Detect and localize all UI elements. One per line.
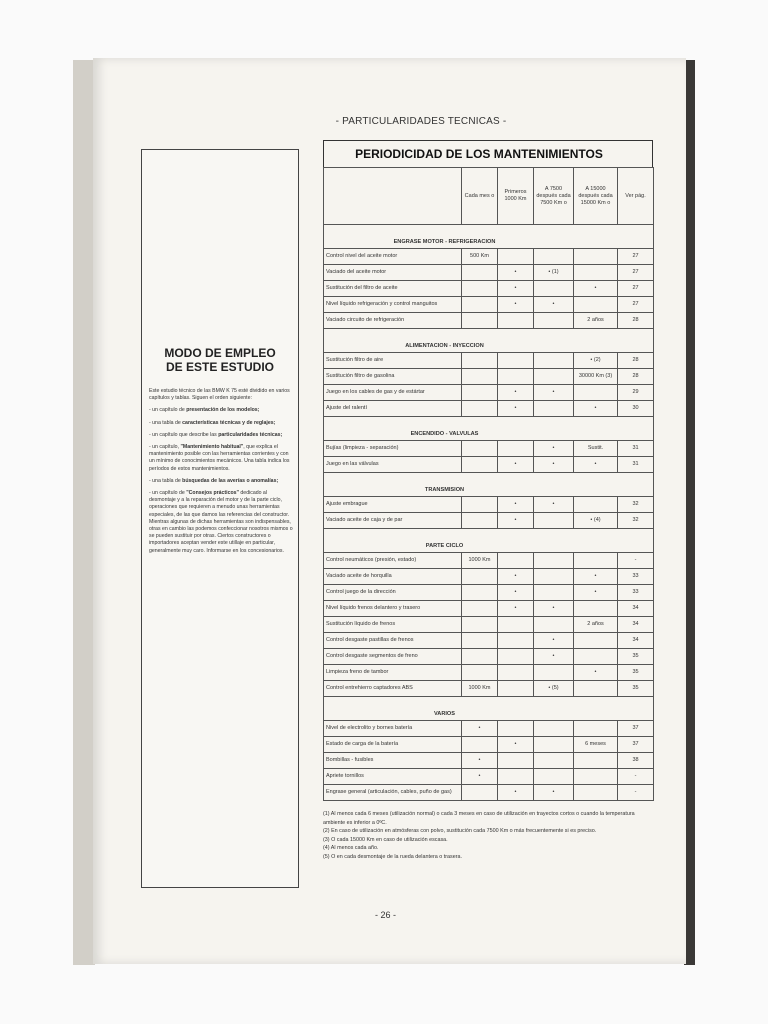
interval-cell [462,369,498,385]
footnote: (1) Al menos cada 6 meses (utilización normal) o cada 3 meses en caso de utilización en trayectos cortos o cuando la temperatura ambiente es inferior a 0ºC. [323,811,635,826]
footnote: (2) En caso de utilización en atmósferas con polvo, sustitución cada 7500 Km o más frecuentemente si es preciso. [323,828,597,834]
section-header-row [324,341,654,353]
interval-cell: • [498,785,534,801]
interval-cell [462,601,498,617]
interval-cell [534,281,574,297]
table-row [324,441,654,457]
interval-cell: 31 [618,457,654,473]
interval-cell [462,665,498,681]
interval-cell: • [498,497,534,513]
interval-cell [534,353,574,369]
interval-cell: • (5) [534,681,574,697]
header-col-4: A 15000 después cada 15000 Km o [574,168,618,225]
section-name: TRANSMISION [324,485,654,497]
table-row [324,665,654,681]
intro-paragraph-bold: búsquedas de las averías o anomalías; [182,477,279,484]
table-row [324,369,654,385]
intro-paragraph [149,444,293,473]
interval-cell: • [534,457,574,473]
section-header-row [324,237,654,249]
interval-cell [534,553,574,569]
table-row [324,385,654,401]
task-cell: Ajuste embrague [324,497,462,513]
interval-cell [534,513,574,529]
footnote: (4) Al menos cada año. [323,845,379,851]
table-row [324,617,654,633]
interval-cell: 30000 Km (3) [574,369,618,385]
table-row [324,681,654,697]
table-row [324,649,654,665]
interval-cell: 2 años [574,617,618,633]
interval-cell [462,457,498,473]
interval-cell: 38 [618,753,654,769]
interval-cell: • [462,721,498,737]
interval-cell [462,633,498,649]
section-name: PARTE CICLO [324,541,654,553]
intro-paragraph-bold: "Mantenimiento habitual" [180,444,244,451]
section-gap-cell [324,329,654,342]
interval-cell: 27 [618,281,654,297]
interval-cell [462,441,498,457]
table-row [324,601,654,617]
table-row [324,585,654,601]
interval-cell [498,633,534,649]
interval-cell: 500 Km [462,249,498,265]
intro-paragraph-after: , que explica el mantenimiento posible con las herramientas corrientes y con un mínimo de conocimientos mecánicos. Una tabla indica los períodos de estos mantenimientos. [149,444,290,472]
task-cell: Bombillas - fusibles [324,753,462,769]
section-header-row [324,429,654,441]
intro-paragraph-text: - un capítulo de [149,490,187,497]
interval-cell [574,633,618,649]
interval-cell: 2 años [574,313,618,329]
interval-cell: - [618,769,654,785]
interval-cell: • [462,769,498,785]
table-row [324,513,654,529]
interval-cell: 33 [618,569,654,585]
section-header-row [324,541,654,553]
interval-cell [574,497,618,513]
interval-cell [462,513,498,529]
footnotes [323,810,653,861]
section-name: ENGRASE MOTOR - REFRIGERACION [324,237,654,249]
section-gap-cell [324,473,654,486]
intro-paragraph [149,432,293,439]
intro-paragraph [149,490,293,555]
table-row [324,313,654,329]
task-cell: Vaciado aceite de horquilla [324,569,462,585]
interval-cell: 27 [618,265,654,281]
header-col-3: A 7500 después cada 7500 Km o [534,168,574,225]
interval-cell: • [534,601,574,617]
interval-cell [574,297,618,313]
interval-cell: • [534,649,574,665]
interval-cell [534,721,574,737]
section-gap [324,529,654,542]
interval-cell [462,785,498,801]
intro-paragraph [149,420,293,427]
intro-paragraph-text: Este estudio técnico de las BMW K 75 esté dividido en varios capítulos y tablas. Siguen el orden siguiente: [149,388,290,402]
interval-cell: • [534,785,574,801]
header-task [324,168,462,225]
table-row [324,753,654,769]
interval-cell [574,553,618,569]
interval-cell [462,401,498,417]
intro-paragraph [149,388,293,402]
interval-cell: 1000 Km [462,681,498,697]
interval-cell [574,785,618,801]
task-cell: Nivel de electrolito y bornes batería [324,721,462,737]
table-row [324,249,654,265]
interval-cell [534,585,574,601]
task-cell: Control desgaste segmentos de freno [324,649,462,665]
interval-cell: 37 [618,737,654,753]
footnote: (3) O cada 15000 Km en caso de utilización escasa. [323,836,448,843]
section-gap [324,225,654,238]
intro-title-line-1: MODO DE EMPLEO [164,346,276,360]
interval-cell [498,649,534,665]
interval-cell: • [498,569,534,585]
interval-cell [462,737,498,753]
interval-cell [574,721,618,737]
interval-cell [574,753,618,769]
interval-cell: 28 [618,353,654,369]
interval-cell [574,265,618,281]
table-header-row [324,168,654,225]
interval-cell [462,585,498,601]
intro-paragraph [149,478,293,485]
interval-cell [462,385,498,401]
interval-cell: • [574,569,618,585]
task-cell: Control neumáticos (presión, estado) [324,553,462,569]
interval-cell [534,737,574,753]
interval-cell [574,601,618,617]
table-row [324,457,654,473]
table-row [324,281,654,297]
table-row [324,633,654,649]
maintenance-table [323,167,654,801]
interval-cell [462,265,498,281]
interval-cell [462,497,498,513]
interval-cell: 28 [618,369,654,385]
interval-cell: • [574,665,618,681]
intro-paragraph-bold: particularidades técnicas; [218,431,283,438]
task-cell: Sustitución del filtro de aceite [324,281,462,297]
task-cell: Nivel líquido refrigeración y control manguitos [324,297,462,313]
interval-cell: • [534,385,574,401]
interval-cell [534,249,574,265]
section-gap [324,473,654,486]
task-cell: Nivel líquido frenos delantero y trasero [324,601,462,617]
task-cell: Apriete tornillos [324,769,462,785]
intro-paragraph-bold: características técnicas y de reglajes; [182,419,276,426]
interval-cell: • [574,281,618,297]
interval-cell [462,353,498,369]
section-gap [324,417,654,430]
interval-cell [498,681,534,697]
interval-cell: 35 [618,681,654,697]
interval-cell: • [498,385,534,401]
table-row [324,785,654,801]
interval-cell: • [498,585,534,601]
table-row [324,401,654,417]
interval-cell [498,617,534,633]
interval-cell: 29 [618,385,654,401]
task-cell: Sustitución líquido de frenos [324,617,462,633]
interval-cell [498,313,534,329]
task-cell: Vaciado circuito de refrigeración [324,313,462,329]
interval-cell [534,617,574,633]
interval-cell [574,649,618,665]
task-cell: Control entrehierro captadores ABS [324,681,462,697]
table-row [324,737,654,753]
task-cell: Juego en los cables de gas y de estártar [324,385,462,401]
interval-cell: 27 [618,297,654,313]
page-number: - 26 - [375,910,397,920]
section-title: - PARTICULARIDADES TECNICAS - [335,116,507,127]
book-spine-edge [73,60,95,965]
intro-paragraph-bold: presentación de los modelos; [186,407,260,414]
intro-paragraph-text: - un capítulo, [149,444,181,451]
interval-cell: 32 [618,513,654,529]
interval-cell: 31 [618,441,654,457]
interval-cell [574,681,618,697]
interval-cell [462,649,498,665]
task-cell: Control nivel del aceite motor [324,249,462,265]
task-cell: Engrase general (articulación, cables, puño de gas) [324,785,462,801]
interval-cell [574,249,618,265]
interval-cell: Sustit. [574,441,618,457]
intro-title [142,346,298,374]
intro-paragraph-text: - una tabla de [149,419,183,426]
interval-cell [498,353,534,369]
interval-cell [498,721,534,737]
table-row [324,553,654,569]
table-row [324,569,654,585]
section-header-row [324,485,654,497]
interval-cell [498,553,534,569]
task-cell: Bujías (limpieza - separación) [324,441,462,457]
section-gap [324,697,654,710]
interval-cell [462,617,498,633]
interval-cell [498,665,534,681]
interval-cell: • [534,497,574,513]
intro-paragraph-text: - un capítulo de [149,407,187,414]
task-cell: Estado de carga de la batería [324,737,462,753]
interval-cell: • [498,457,534,473]
section-gap-cell [324,529,654,542]
section-gap-cell [324,225,654,238]
interval-cell: 6 meses [574,737,618,753]
section-name: ENCENDIDO - VALVULAS [324,429,654,441]
table-row [324,497,654,513]
interval-cell: 34 [618,633,654,649]
interval-cell [534,665,574,681]
interval-cell [462,281,498,297]
interval-cell [462,569,498,585]
interval-cell: 33 [618,585,654,601]
interval-cell [534,401,574,417]
interval-cell: • [574,401,618,417]
interval-cell: • [534,297,574,313]
interval-cell: • [534,633,574,649]
interval-cell: • [574,457,618,473]
header-col-1: Cada mes o [462,168,498,225]
interval-cell [574,385,618,401]
footnote: (5) O en cada desmontaje de la rueda delantera o trasera. [323,853,463,860]
task-cell: Control desgaste pastillas de frenos [324,633,462,649]
section-name: ALIMENTACION - INYECCION [324,341,654,353]
interval-cell [534,313,574,329]
interval-cell: • [498,401,534,417]
interval-cell [498,369,534,385]
interval-cell [462,297,498,313]
interval-cell: 1000 Km [462,553,498,569]
task-cell: Limpieza freno de tambor [324,665,462,681]
interval-cell: • (2) [574,353,618,369]
interval-cell: • (4) [574,513,618,529]
interval-cell [498,769,534,785]
intro-paragraph-text: - un capítulo que describe las [149,431,219,438]
interval-cell: • [462,753,498,769]
table-title: PERIODICIDAD DE LOS MANTENIMIENTOS [323,140,653,167]
task-cell: Sustitución filtro de gasolina [324,369,462,385]
interval-cell: 35 [618,649,654,665]
interval-cell: - [618,553,654,569]
interval-cell: • [498,513,534,529]
section-gap-cell [324,697,654,710]
header-col-2: Primeros 1000 Km [498,168,534,225]
section-gap [324,329,654,342]
task-cell: Juego en las válvulas [324,457,462,473]
interval-cell [534,369,574,385]
interval-cell: • [498,265,534,281]
interval-cell [462,313,498,329]
interval-cell: • [534,441,574,457]
task-cell: Vaciado aceite de caja y de par [324,513,462,529]
intro-paragraph [149,407,293,414]
interval-cell [498,441,534,457]
interval-cell: 34 [618,617,654,633]
interval-cell: 35 [618,665,654,681]
interval-cell: • [498,297,534,313]
interval-cell: • (1) [534,265,574,281]
intro-text [149,388,293,560]
interval-cell [574,769,618,785]
task-cell: Sustitución filtro de aire [324,353,462,369]
interval-cell: 32 [618,497,654,513]
interval-cell: • [498,601,534,617]
header-col-5: Ver pág. [618,168,654,225]
interval-cell: 34 [618,601,654,617]
interval-cell [534,753,574,769]
interval-cell [534,569,574,585]
interval-cell: 28 [618,313,654,329]
task-cell: Vaciado del aceite motor [324,265,462,281]
table-row [324,297,654,313]
interval-cell [534,769,574,785]
interval-cell: • [498,737,534,753]
interval-cell [498,753,534,769]
task-cell: Ajuste del ralentí [324,401,462,417]
intro-paragraph-bold: "Consejos prácticos" [186,490,239,497]
interval-cell: 27 [618,249,654,265]
intro-box [141,149,299,888]
section-gap-cell [324,417,654,430]
intro-paragraph-after: dedicado al desmontaje y a la reparación del motor y de la parte ciclo, operaciones que requieren a menudo unas herramientas especiales, de las que damos las referencias del constructor. Mientras algunas de dichas herramientas son indispensables, otras en cambio las podemos confeccionar nosotros mismos o se pueden sustituir por otras. Ciertos constructores o importadores aceptan vender este utillaje en particular, generalmente muy caro. Informarse en los concesionarios. [149,490,293,554]
interval-cell: • [574,585,618,601]
table-row [324,265,654,281]
intro-paragraph-text: - una tabla de [149,477,183,484]
intro-title-line-2: DE ESTE ESTUDIO [165,360,275,374]
interval-cell [498,249,534,265]
interval-cell: - [618,785,654,801]
task-cell: Control juego de la dirección [324,585,462,601]
table-row [324,353,654,369]
section-header-row [324,709,654,721]
table-row [324,769,654,785]
manual-page [93,58,686,964]
section-name: VARIOS [324,709,654,721]
interval-cell: 30 [618,401,654,417]
maintenance-table-wrap [323,140,653,801]
table-row [324,721,654,737]
interval-cell: • [498,281,534,297]
interval-cell: 37 [618,721,654,737]
